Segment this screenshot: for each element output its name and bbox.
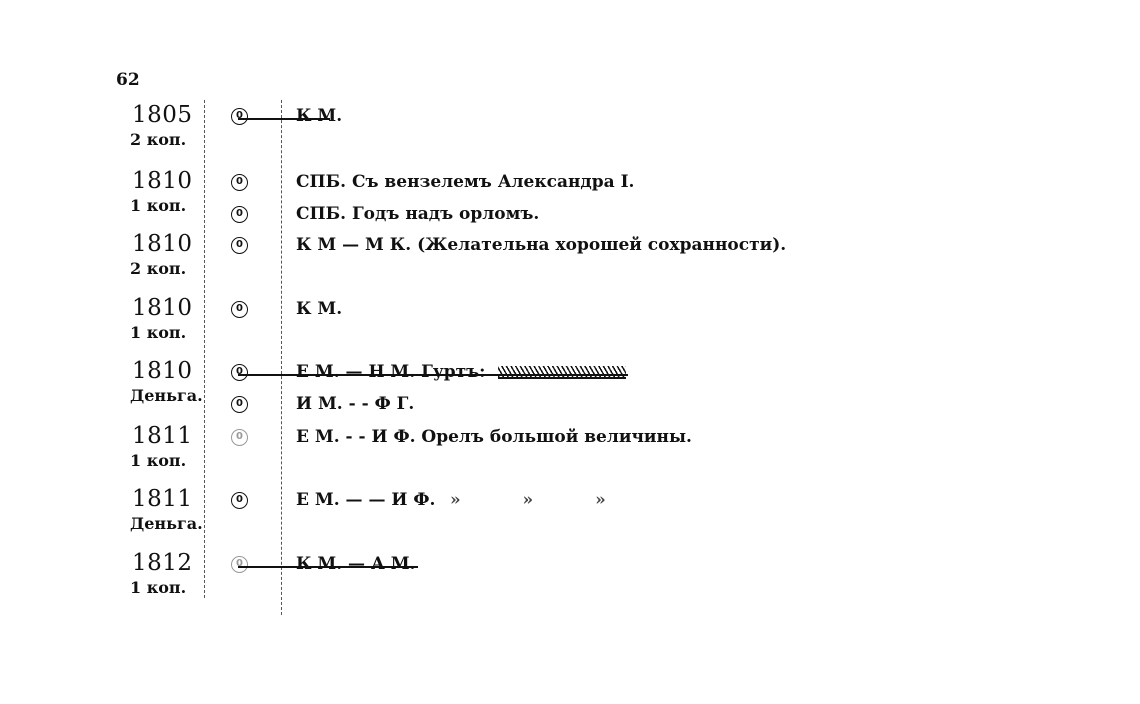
entry-line bbox=[0, 554, 1140, 578]
circle-zero-icon: 0 bbox=[231, 429, 248, 446]
ditto-marks: » » » bbox=[450, 490, 606, 510]
denomination: Деньга. bbox=[130, 514, 203, 533]
denomination: 1 коп. bbox=[130, 323, 187, 342]
entry-line bbox=[0, 299, 1140, 323]
entry-line bbox=[0, 235, 1140, 259]
circle-zero-icon: 0 bbox=[231, 206, 248, 223]
circle-zero-icon: 0 bbox=[231, 174, 248, 191]
denomination: 2 коп. bbox=[130, 259, 187, 278]
strikethrough-line bbox=[238, 566, 418, 568]
circle-zero-icon: 0 bbox=[231, 556, 248, 573]
strikethrough-line bbox=[238, 118, 330, 120]
entry-line bbox=[0, 106, 1140, 130]
description: К М. bbox=[296, 106, 343, 126]
year: 1811 bbox=[132, 423, 193, 449]
year: 1805 bbox=[132, 102, 193, 128]
circle-zero-icon: 0 bbox=[231, 301, 248, 318]
entry-line bbox=[0, 172, 1140, 196]
denomination: Деньга. bbox=[130, 386, 203, 405]
circle-zero-icon: 0 bbox=[231, 396, 248, 413]
description: СПБ. Годъ надъ орломъ. bbox=[296, 204, 540, 224]
entry-line bbox=[0, 490, 1140, 514]
description: Е М. — Н М. Гуртъ: bbox=[296, 362, 486, 382]
denomination: 2 коп. bbox=[130, 130, 187, 149]
year: 1810 bbox=[132, 231, 193, 257]
circle-zero-icon: 0 bbox=[231, 237, 248, 254]
circle-zero-icon: 0 bbox=[231, 108, 248, 125]
year: 1810 bbox=[132, 295, 193, 321]
entry-line bbox=[0, 427, 1140, 451]
strikethrough-line bbox=[238, 374, 628, 376]
description: Е М. — — И Ф. bbox=[296, 490, 436, 510]
scribble-mark bbox=[498, 366, 626, 379]
description: СПБ. Съ вензелемъ Александра I. bbox=[296, 172, 635, 192]
denomination: 1 коп. bbox=[130, 196, 187, 215]
description: И М. - - Ф Г. bbox=[296, 394, 415, 414]
year: 1811 bbox=[132, 486, 193, 512]
year: 1812 bbox=[132, 550, 193, 576]
page-number: 62 bbox=[116, 70, 140, 90]
circle-zero-icon: 0 bbox=[231, 492, 248, 509]
entry-line bbox=[0, 394, 1140, 418]
denomination: 1 коп. bbox=[130, 451, 187, 470]
description: К М — М К. (Желательна хорошей сохранности). bbox=[296, 235, 787, 255]
entry-line bbox=[0, 204, 1140, 228]
denomination: 1 коп. bbox=[130, 578, 187, 597]
year: 1810 bbox=[132, 168, 193, 194]
entry-line bbox=[0, 362, 1140, 386]
year: 1810 bbox=[132, 358, 193, 384]
description: Е М. - - И Ф. Орелъ большой величины. bbox=[296, 427, 692, 447]
description: К М. bbox=[296, 299, 343, 319]
description: К М. — А М. bbox=[296, 554, 416, 574]
circle-zero-icon: 0 bbox=[231, 364, 248, 381]
